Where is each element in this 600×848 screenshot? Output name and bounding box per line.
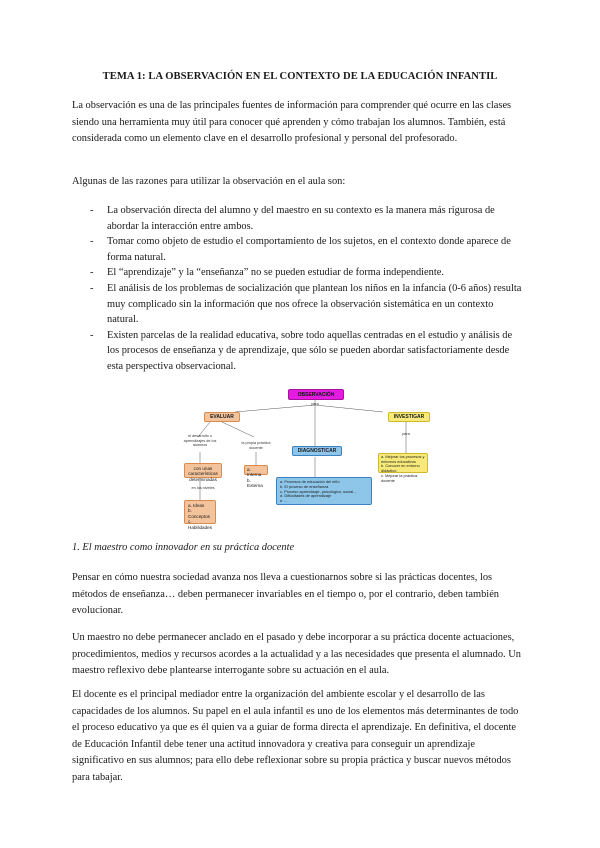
bullet-marker: -: [90, 236, 94, 248]
node-observacion: OBSERVACIÓN: [288, 389, 344, 400]
connector-root-evaluar: [235, 399, 315, 412]
concept-map: [180, 385, 430, 530]
bullet-marker: -: [90, 282, 94, 294]
reasons-lead: Algunas de las razones para utilizar la observación en el aula son:: [72, 176, 346, 187]
node-diagnosticar: DIAGNOSTICAR: [292, 446, 342, 456]
label-para-root: para: [311, 402, 319, 406]
document-title: TEMA 1: LA OBSERVACIÓN EN EL CONTEXTO DE LA EDUCACIÓN INFANTIL: [102, 71, 498, 82]
list-item-text: El “aprendizaje” y la “enseñanza” no se pueden estudiar de forma independiente.: [107, 267, 444, 279]
list-item: [90, 203, 522, 234]
label-eval-branch-b: la propia práctica docente: [241, 441, 271, 450]
list-item-text: Tomar como objeto de estudio el comportamiento de los sujetos, en el contexto donde aparece de forma natural.: [107, 236, 511, 263]
intro-paragraph: La observación es una de las principales fuentes de información para comprender qué ocurre en las clases siendo una herramienta muy útil para conocer qué aprenden y cómo trabajan los alumnos. También, está considerada como un elemento clave en el desarrollo profesional y personal del profesorado.: [72, 100, 512, 145]
node-diag-box: a. Procesos de educación del niño b. El proceso de enseñanza c. Proceso aprendizaje, psicológico, social... d. Dificultades de aprendizaje e. ...: [276, 477, 372, 505]
label-eval-link: en los niveles: [191, 486, 215, 490]
node-eval-list-b: a. Interna b. Externa: [244, 465, 268, 475]
list-item-text: La observación directa del alumno y del maestro en su contexto es la manera más rigurosa de abordar la interacción entre ambos.: [107, 205, 495, 232]
node-evaluar: EVALUAR: [204, 412, 240, 422]
label-eval-branch-a: el desarrollo o aprendizajes de los alumnos: [183, 434, 217, 448]
connector-root-investigar: [315, 405, 383, 412]
node-inv-box: a. Mejorar los procesos y entornos educativos b. Conocer en entorno didáctico c. Mejorar la práctica docente: [378, 453, 428, 473]
paragraph-1: Pensar en cómo nuestra sociedad avanza nos lleva a cuestionarnos sobre si las prácticas docentes, los métodos de enseñanza… deben permanecer invariables en el tiempo o, por el contrario, deben también evolucionar.: [72, 572, 500, 617]
paragraph-3: El docente es el principal mediador entre la organización del ambiente escolar y el desarrollo de las capacidades de los alumnos. Su papel en el aula infantil es uno de los elementos más determinantes de todo el proceso educativo ya que es él quien va a guiar de forma directa el aprendizaje. En definitiva, el docente de Educación Infantil debe tener una actitud innovadora y creativa para conseguir un aprendizaje significativo en sus alumnos; para ello debe reflexionar sobre su propia práctica y buscar nuevos métodos para tabajar.: [72, 689, 519, 783]
list-item: [90, 234, 522, 265]
connector-evaluar-b: [222, 422, 254, 437]
label-inv-link: para: [402, 432, 410, 436]
list-item: [90, 281, 522, 328]
list-item: [90, 328, 522, 375]
paragraph-2: Un maestro no debe permanecer anclado en el pasado y debe incorporar a su práctica docente actuaciones, procedimientos, medios y recursos acordes a la actualidad y a las necesidades que presenta el alumnado. Un maestro reflexivo debe plantearse interrogante sobre su actuación en el aula.: [72, 632, 521, 677]
list-item-text: Existen parcelas de la realidad educativa, sobre todo aquellas centradas en el estudio y análisis de los procesos de enseñanza y de aprendizaje, que sólo se pueden abordar satisfactoriamente desde esta perspectiva observacional.: [107, 329, 513, 372]
list-item: [90, 265, 522, 281]
node-eval-list-a: a. Ideas b. Conceptos c. Habilidades: [184, 500, 216, 524]
reasons-list: [90, 203, 522, 375]
bullet-marker: -: [90, 329, 94, 341]
section-heading: 1. El maestro como innovador en su práctica docente: [72, 542, 295, 553]
bullet-marker: -: [90, 205, 94, 216]
list-item-text: El análisis de los problemas de socialización que plantean los niños en la infancia (0-6 años) resulta muy complicado sin la información que nos ofrece la observación sistemática en un contexto natural.: [107, 282, 522, 326]
node-eval-box-a: con unas características determinadas: [184, 463, 222, 478]
node-investigar: INVESTIGAR: [388, 412, 430, 422]
bullet-marker: -: [90, 267, 94, 279]
